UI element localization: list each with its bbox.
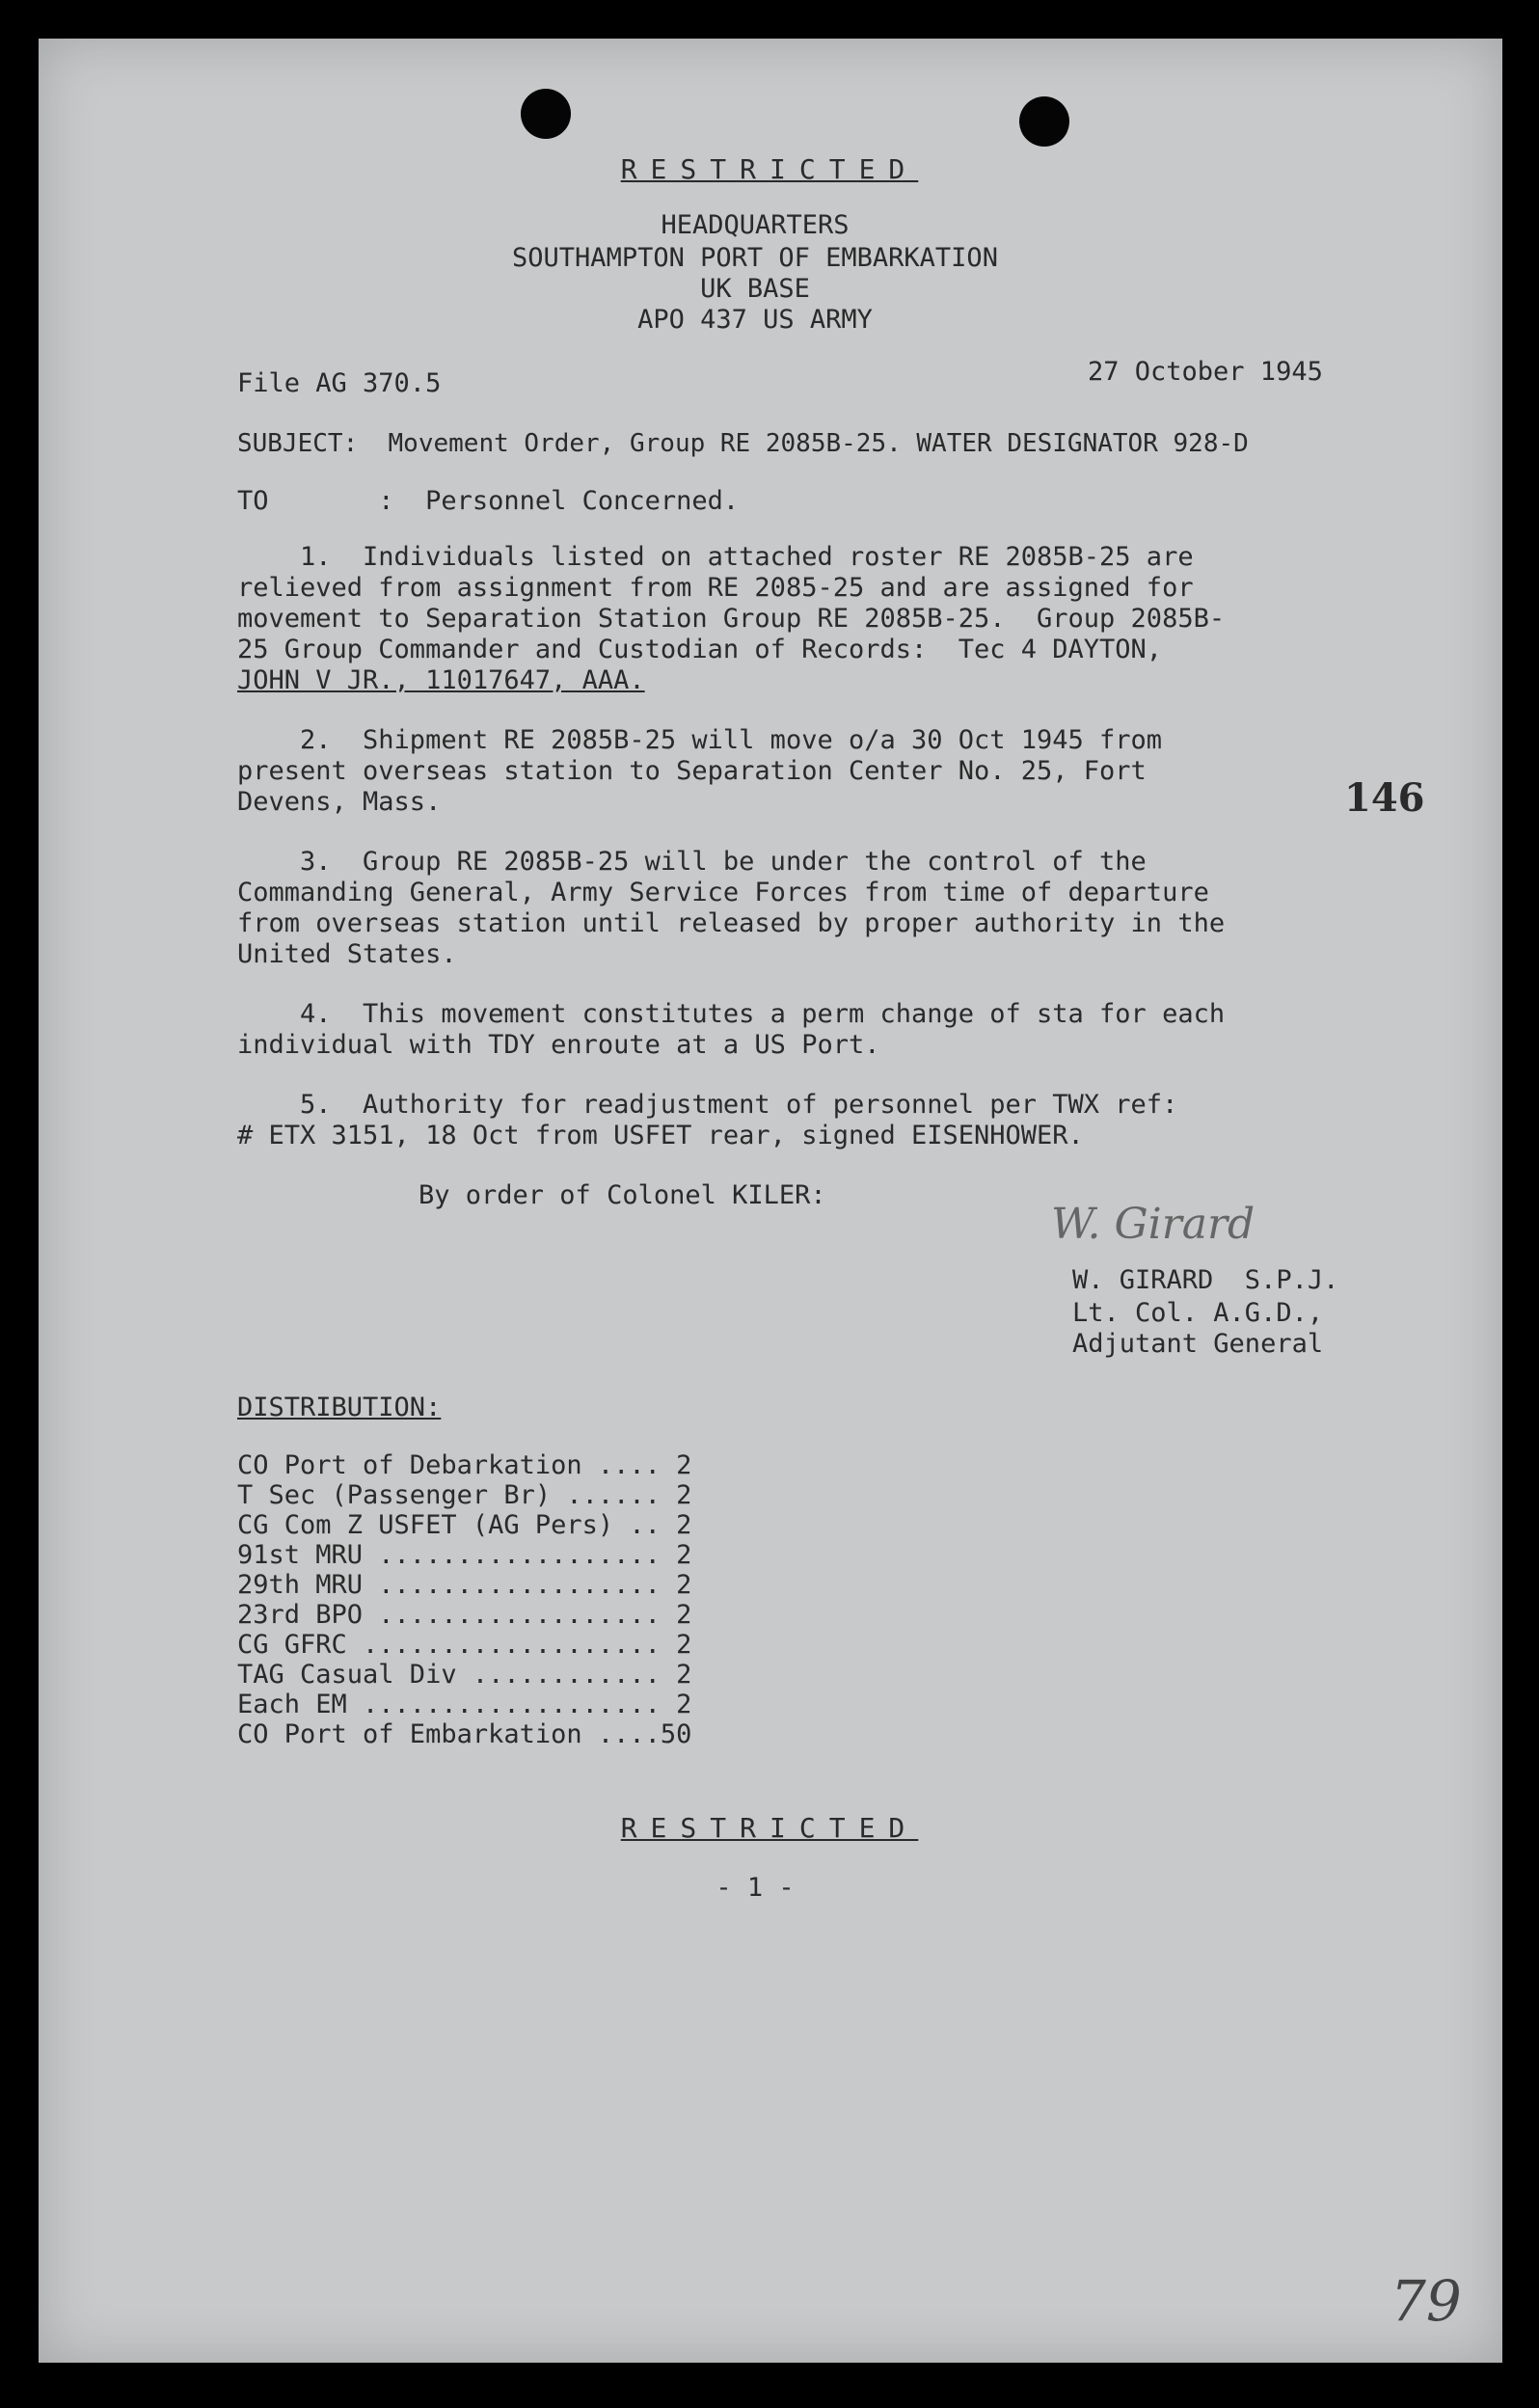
handwritten-signature: W. Girard (1051, 1200, 1256, 1249)
punch-hole-right (1019, 96, 1069, 147)
distribution-row: CO Port of Embarkation ....50 (237, 1719, 692, 1749)
paragraph-line: present overseas station to Separation Center No. 25, Fort (237, 756, 1147, 786)
subject-line: SUBJECT: Movement Order, Group RE 2085B-25. WATER DESIGNATOR 928-D (237, 429, 1249, 458)
header-line-1: HEADQUARTERS (661, 210, 850, 240)
paragraph-line: 25 Group Commander and Custodian of Records: Tec 4 DAYTON, (237, 635, 1163, 664)
paragraph-line: individual with TDY enroute at a US Port. (237, 1030, 880, 1060)
paragraph-line: 5. Authority for readjustment of personnel per TWX ref: (237, 1090, 1178, 1120)
paragraph-line: Commanding General, Army Service Forces from time of departure (237, 878, 1209, 907)
corner-number: 79 (1390, 2268, 1462, 2334)
file-reference: File AG 370.5 (237, 368, 442, 398)
paragraph-line: relieved from assignment from RE 2085-25 and are assigned for (237, 573, 1194, 603)
punch-hole-left (521, 89, 571, 139)
signatory-name: W. GIRARD S.P.J. (1072, 1265, 1339, 1295)
signatory-title: Adjutant General (1072, 1329, 1324, 1359)
distribution-row: 29th MRU .................. 2 (237, 1570, 692, 1600)
distribution-heading: DISTRIBUTION: (237, 1393, 442, 1422)
paragraph-line: United States. (237, 939, 457, 969)
header-line-4: APO 437 US ARMY (637, 305, 873, 335)
page-number: - 1 - (716, 1873, 795, 1903)
classification-bottom: RESTRICTED (620, 1812, 919, 1844)
signatory-rank: Lt. Col. A.G.D., (1072, 1298, 1324, 1328)
paragraph-line: from overseas station until released by proper authority in the (237, 908, 1226, 938)
distribution-row: 23rd BPO .................. 2 (237, 1600, 692, 1630)
paragraph-line: movement to Separation Station Group RE 2085B-25. Group 2085B- (237, 604, 1226, 634)
to-line: TO : Personnel Concerned. (237, 486, 740, 516)
paragraph-line: 4. This movement constitutes a perm change of sta for each (237, 999, 1226, 1029)
header-line-3: UK BASE (700, 274, 810, 304)
paragraph-line: 3. Group RE 2085B-25 will be under the control of the (237, 847, 1147, 877)
order-line: By order of Colonel KILER: (418, 1180, 826, 1210)
header-line-2: SOUTHAMPTON PORT OF EMBARKATION (512, 243, 998, 273)
distribution-row: CG Com Z USFET (AG Pers) .. 2 (237, 1510, 692, 1540)
document-date: 27 October 1945 (1088, 357, 1323, 387)
stamp-number: 146 (1344, 775, 1425, 821)
paragraph-line: 1. Individuals listed on attached roster RE 2085B-25 are (237, 542, 1194, 572)
distribution-row: 91st MRU .................. 2 (237, 1540, 692, 1570)
distribution-row: CG GFRC ................... 2 (237, 1630, 692, 1660)
distribution-row: TAG Casual Div ............ 2 (237, 1660, 692, 1690)
paragraph-line: # ETX 3151, 18 Oct from USFET rear, signed EISENHOWER. (237, 1121, 1084, 1150)
distribution-row: CO Port of Debarkation .... 2 (237, 1450, 692, 1480)
distribution-row: Each EM ................... 2 (237, 1690, 692, 1719)
paragraph-line: Devens, Mass. (237, 787, 442, 817)
paragraph-line: JOHN V JR., 11017647, AAA. (237, 665, 645, 695)
distribution-row: T Sec (Passenger Br) ...... 2 (237, 1480, 692, 1510)
classification-top: RESTRICTED (620, 153, 919, 185)
paragraph-line: 2. Shipment RE 2085B-25 will move o/a 30 Oct 1945 from (237, 725, 1163, 755)
